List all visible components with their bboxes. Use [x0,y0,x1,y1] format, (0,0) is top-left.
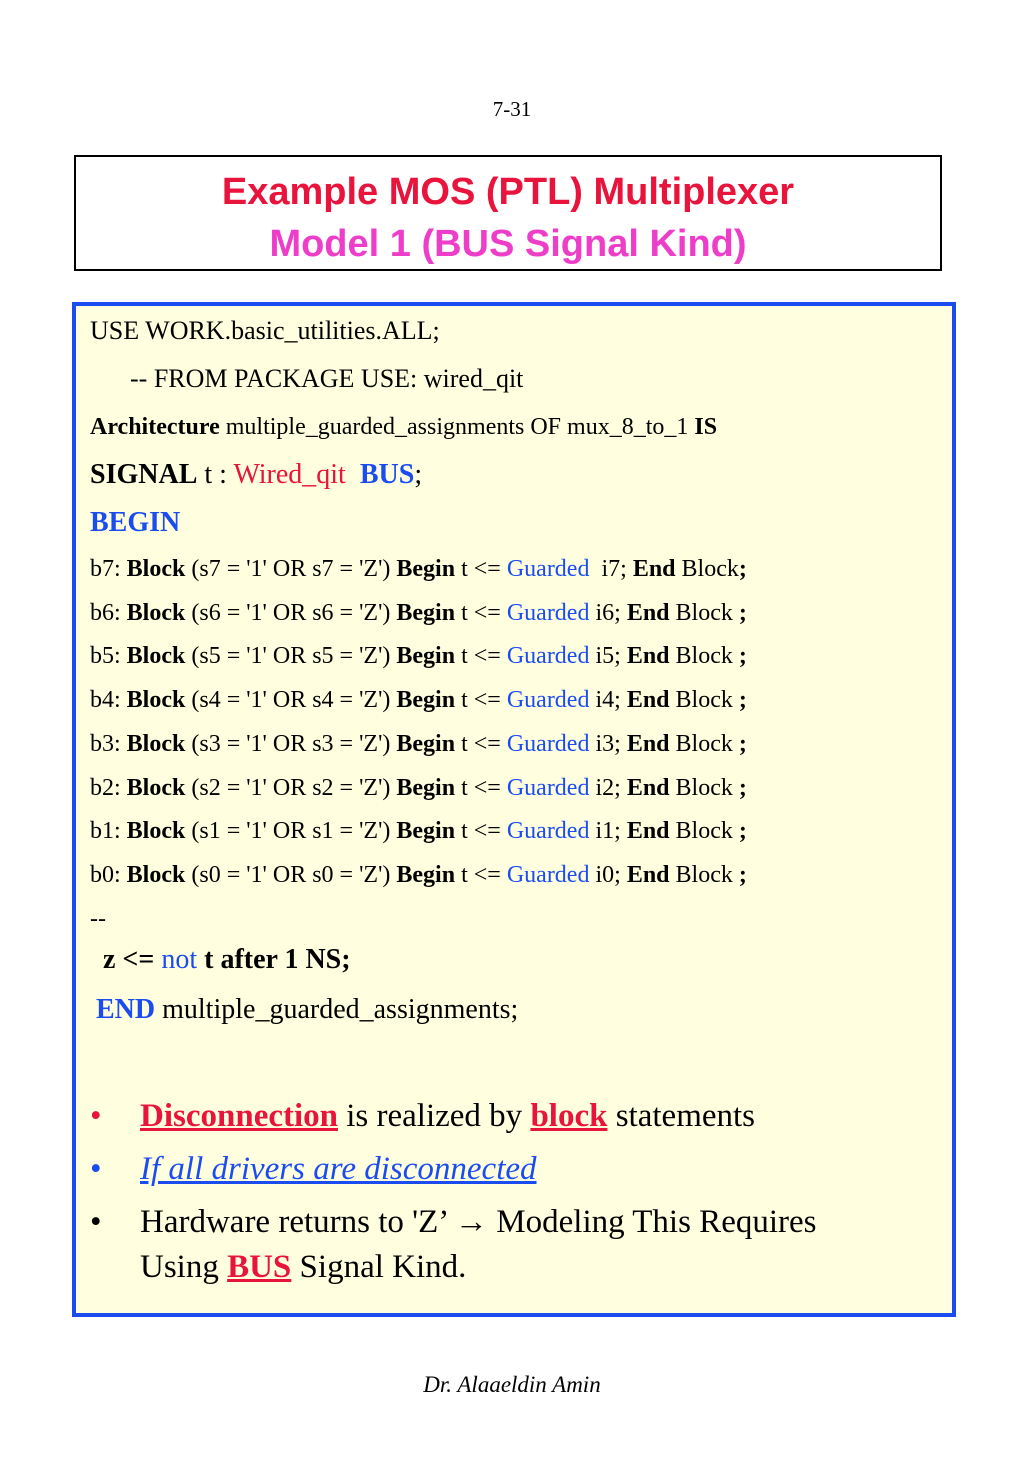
keyword-not: not [161,944,198,975]
z-assignment-line [96,944,351,976]
block-word: Block [669,818,739,845]
block-input: i5; [589,643,627,670]
keyword-end: End [626,687,670,714]
block-statement-line [90,818,747,845]
keyword-block: Block [126,730,186,757]
block-semicolon: ; [738,687,747,714]
block-label: b6: [90,599,127,626]
keyword-guarded: Guarded [506,599,590,626]
keyword-end: END [96,994,156,1025]
block-statement-line [90,862,747,889]
block-condition: (s2 = '1' OR s2 = 'Z') [185,774,397,801]
arrow-icon: → [455,1204,489,1240]
bullet-item-drivers [90,1147,940,1192]
block-input: i7; [589,556,633,582]
bullet-dot: • [90,1204,102,1240]
keyword-block: Block [126,643,186,670]
block-condition: (s1 = '1' OR s1 = 'Z') [185,818,397,845]
block-semicolon: ; [738,599,747,626]
keyword-block: Block [126,818,186,845]
block-word: Block [675,556,739,582]
keyword-guarded: Guarded [506,774,590,801]
block-assign: t <= [455,643,507,670]
term-bus: BUS [227,1249,292,1285]
keyword-guarded: Guarded [506,861,590,888]
keyword-block: Block [126,861,186,888]
slide-title: Example MOS (PTL) Multiplexer [221,171,795,213]
block-semicolon: ; [738,861,747,888]
block-condition: (s6 = '1' OR s6 = 'Z') [185,599,397,626]
block-statement-line [90,687,747,714]
bullet-dot: • [90,1151,102,1187]
z-assign: z <= [96,944,162,975]
keyword-begin: Begin [396,687,456,714]
block-semicolon: ; [738,730,747,757]
block-word: Block [669,687,739,714]
signal-name: t : [197,459,234,490]
block-input: i1; [589,818,627,845]
block-word: Block [669,774,739,801]
block-condition: (s7 = '1' OR s7 = 'Z') [185,556,397,582]
keyword-end: End [626,774,670,801]
footer-author: Dr. Alaaeldin Amin [423,1372,601,1397]
keyword-guarded: Guarded [506,643,590,670]
keyword-end: End [626,861,670,888]
block-assign: t <= [455,861,507,888]
block-assign: t <= [455,818,507,845]
keyword-architecture: Architecture [90,414,220,440]
block-condition: (s5 = '1' OR s5 = 'Z') [185,643,397,670]
bullet-text: Modeling This Requires [488,1204,817,1240]
keyword-end: End [626,599,670,626]
term-disconnection: Disconnection [140,1098,338,1134]
block-condition: (s4 = '1' OR s4 = 'Z') [185,687,397,714]
block-condition: (s3 = '1' OR s3 = 'Z') [185,730,397,757]
block-statement-line [90,731,747,758]
slide-subtitle: Model 1 (BUS Signal Kind) [269,223,747,265]
block-input: i2; [589,774,627,801]
block-input: i0; [589,861,627,888]
end-name: multiple_guarded_assignments; [155,994,519,1025]
keyword-end: End [626,730,670,757]
signal-type: Wired_qit [233,459,346,490]
bullet-text: is realized by [338,1098,531,1134]
page-number: 7-31 [492,97,532,121]
keyword-is: IS [694,414,718,440]
block-label: b7: [90,556,127,582]
comment-dashes: -- [90,906,106,932]
end-line [96,994,518,1026]
keyword-guarded: Guarded [506,730,590,757]
block-word: Block [669,861,739,888]
block-label: b4: [90,687,127,714]
block-semicolon: ; [738,818,747,845]
block-input: i4; [589,687,627,714]
keyword-begin: Begin [396,774,456,801]
keyword-block: Block [126,687,186,714]
block-assign: t <= [455,730,507,757]
block-word: Block [669,643,739,670]
architecture-name: multiple_guarded_assignments OF mux_8_to_1 [219,414,695,440]
keyword-begin: Begin [396,643,456,670]
from-package-comment: -- FROM PACKAGE USE: wired_qit [130,364,524,393]
signal-line [90,459,422,491]
bullet-text: Using [140,1249,228,1285]
bullet-text: statements [607,1098,756,1134]
keyword-signal: SIGNAL [90,459,198,490]
block-statement-line [90,600,747,627]
signal-semicolon: ; [414,459,423,490]
block-label: b3: [90,730,127,757]
block-semicolon: ; [738,643,747,670]
keyword-begin: Begin [396,730,456,757]
bullet-text: Hardware returns to 'Z’ [140,1204,456,1240]
keyword-begin: Begin [396,861,456,888]
block-label: b1: [90,818,127,845]
keyword-end: End [626,643,670,670]
block-assign: t <= [455,774,507,801]
keyword-begin: Begin [396,599,456,626]
drivers-disconnected-text: If all drivers are disconnected [140,1151,537,1187]
bullet-dot: • [90,1098,102,1134]
code-panel [72,302,956,1317]
keyword-guarded: Guarded [506,818,590,845]
block-word: Block [669,599,739,626]
title-box [74,155,942,271]
block-input: i3; [589,730,627,757]
block-semicolon: ; [738,774,747,801]
architecture-line [90,414,717,441]
keyword-end: End [632,556,676,582]
keyword-begin: Begin [396,556,456,582]
block-assign: t <= [455,599,507,626]
bullet-item-disconnection [90,1094,940,1139]
block-input: i6; [589,599,627,626]
block-semicolon: ; [738,556,747,582]
block-assign: t <= [455,687,507,714]
keyword-guarded: Guarded [506,556,590,582]
block-condition: (s0 = '1' OR s0 = 'Z') [185,861,397,888]
keyword-block: Block [126,556,186,582]
block-label: b2: [90,774,127,801]
block-statement-line [90,775,747,802]
block-label: b5: [90,643,127,670]
block-statement-line [90,556,747,583]
keyword-begin: Begin [396,818,456,845]
keyword-guarded: Guarded [506,687,590,714]
block-assign: t <= [455,556,507,582]
use-line: USE WORK.basic_utilities.ALL; [90,316,440,345]
block-statement-line [90,643,747,670]
bullet-text: Signal Kind. [291,1249,467,1285]
keyword-block: Block [126,774,186,801]
keyword-begin: BEGIN [90,507,181,538]
term-block: block [530,1098,608,1134]
block-label: b0: [90,861,127,888]
bullet-item-hardware [90,1200,940,1290]
bullet-list [90,1094,940,1298]
block-word: Block [669,730,739,757]
z-rest: t after 1 NS; [197,944,351,975]
keyword-bus: BUS [359,459,415,490]
keyword-block: Block [126,599,186,626]
keyword-end: End [626,818,670,845]
